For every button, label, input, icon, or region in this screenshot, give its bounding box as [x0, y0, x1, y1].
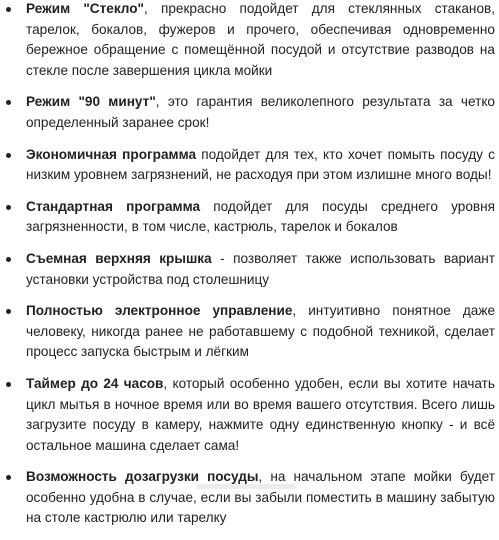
list-item — [0, 145, 499, 186]
list-item — [0, 92, 499, 133]
bullet-icon — [6, 7, 11, 12]
feature-title: Таймер до 24 часов — [26, 375, 164, 391]
bullet-icon — [6, 100, 11, 105]
feature-description: , это гарантия великолепного результата за четко определенный заранее срок! — [26, 94, 495, 130]
bullet-icon — [6, 205, 11, 210]
list-item — [0, 467, 499, 529]
feature-title: Съемная верхняя крышка — [26, 250, 212, 266]
feature-title: Стандартная программа — [26, 198, 201, 214]
feature-title: Экономичная программа — [26, 146, 197, 162]
feature-description: , интуитивно понятное даже человеку, никогда ранее не работавшему с подобной техникой, сделает процесс запуска быстрым и лёгким — [26, 303, 496, 360]
feature-description: , который особенно удобен, если вы хотите начать цикл мытья в ночное время или во время вашего отсутствия. Всего лишь загрузите посуду в камеру, нажмите одну единственную кнопку - и всё остальное машина сделает сама! — [26, 375, 495, 453]
bottom-scroll-bar — [196, 484, 296, 489]
bullet-icon — [6, 475, 11, 480]
feature-title: Режим "90 минут" — [26, 94, 156, 110]
bullet-icon — [6, 153, 11, 158]
bullet-icon — [6, 309, 11, 314]
list-item — [0, 374, 499, 456]
feature-description: подойдет для посуды среднего уровня загрязненности, в том числе, кастрюль, тарелок и бокалов — [26, 198, 495, 235]
feature-title: Возможность дозагрузки посуды — [26, 469, 259, 485]
list-item — [0, 0, 499, 81]
feature-description: - позволяет также использовать вариант установки устройства под столешницу — [26, 250, 495, 287]
list-item — [0, 301, 499, 363]
bullet-icon — [6, 257, 11, 262]
list-item — [0, 249, 499, 290]
feature-description: , на начальном этапе мойки будет особенно удобна в случае, если вы забыли поместить в машину забытую на столе кастрюлю или тарелку — [26, 469, 495, 526]
feature-title: Режим "Стекло" — [26, 1, 144, 16]
feature-description: , прекрасно подойдет для стеклянных стаканов, тарелок, бокалов, фужеров и прочего, обеспечивая одновременно бережное обращение с помещённой посудой и отсутствие разводов на стекле после завершения цикла мойки — [26, 1, 495, 78]
feature-title: Полностью электронное управление — [26, 303, 293, 319]
bullet-icon — [6, 382, 11, 387]
list-item — [0, 197, 499, 238]
feature-description: подойдет для тех, кто хочет помыть посуду с низким уровнем загрязнений, не расходуя при этом излишне много воды! — [26, 146, 495, 183]
